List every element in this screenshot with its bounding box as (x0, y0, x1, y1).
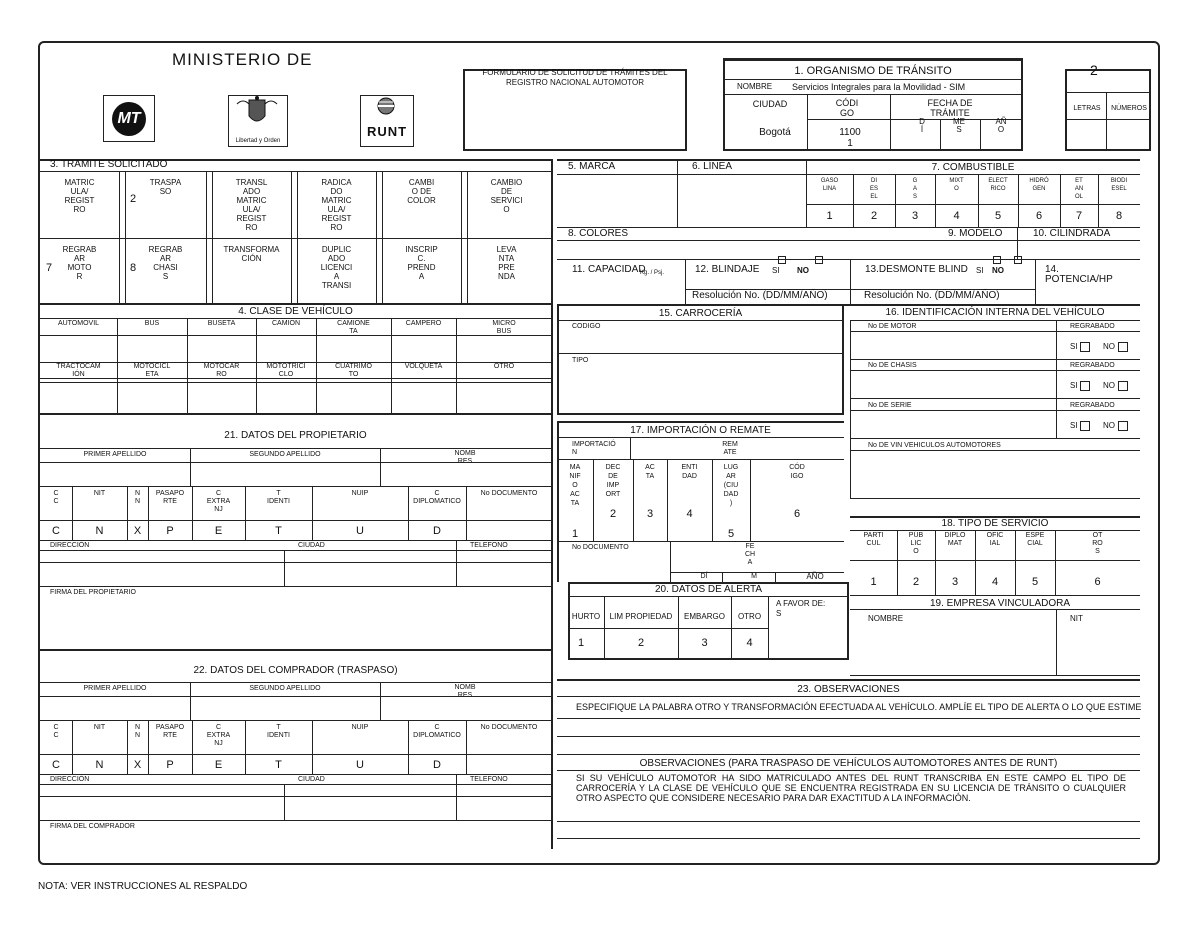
divider (206, 171, 207, 303)
divider (212, 171, 213, 303)
ciudad-value[interactable]: Bogotá (759, 127, 791, 138)
divider (850, 438, 1140, 439)
doc-type-label: C DIPLOMATICO (413, 724, 461, 739)
divider (38, 550, 553, 551)
divider (38, 562, 553, 563)
divider (117, 335, 118, 362)
divider (775, 572, 776, 582)
clase-option[interactable]: MOTOCAR RO (203, 363, 240, 378)
blindaje-no-checkbox[interactable] (815, 256, 823, 264)
modelo-label: 9. MODELO (948, 228, 1003, 239)
fuel-number: 6 (1035, 210, 1043, 222)
doc-type-code[interactable]: D (433, 525, 441, 537)
organismo-title: 1. ORGANISMO DE TRÁNSITO (794, 65, 952, 77)
primer-apellido-label: PRIMER APELLIDO (83, 685, 147, 692)
divider (568, 628, 768, 629)
divider (456, 774, 457, 820)
clase-option[interactable]: CAMIONE TA (337, 320, 370, 335)
tramite-num: 7 (45, 262, 53, 274)
fuel-option[interactable]: BIODI ESEL (1110, 178, 1128, 192)
doc-type-label: PASAPO RTE (155, 724, 185, 739)
fuel-number: 3 (911, 210, 919, 222)
import-col-label: LUG AR (CIU DAD ) (723, 464, 739, 507)
alerta-option[interactable]: HURTO (571, 612, 601, 621)
marca-label: 5. MARCA (568, 161, 616, 172)
import-col-label: AC TA (645, 464, 655, 480)
ministry-title: MINISTERIO DE (172, 50, 313, 69)
fuel-option[interactable]: G A S (912, 178, 918, 200)
runt-logo (360, 95, 414, 147)
doc-type-label: NIT (93, 724, 106, 731)
service-type-label[interactable]: DIPLO MAT (944, 532, 966, 547)
import-col-num: 4 (686, 508, 693, 520)
divider (284, 550, 285, 586)
clase-option[interactable]: BUSETA (207, 320, 236, 327)
importacion-label: IMPORTACIÓ N (572, 441, 616, 456)
alerta-num: 2 (637, 637, 645, 649)
placa-number: 2 (1090, 62, 1098, 78)
fuel-option[interactable]: DI ES EL (869, 178, 878, 200)
mt-logo-text: MT (112, 102, 146, 136)
id-motor-label: No DE MOTOR (868, 323, 917, 330)
s22-title: 22. DATOS DEL COMPRADOR (TRASPASO) (193, 665, 398, 676)
capacidad-label: 11. CAPACIDAD (572, 264, 646, 275)
clase-option[interactable]: MOTOTRICI CLO (266, 363, 306, 378)
doc-type-code[interactable]: C (52, 525, 60, 537)
s23-title: 23. OBSERVACIONES (797, 684, 900, 695)
tramite-num: 8 (129, 262, 137, 274)
blindaje-si-checkbox[interactable] (778, 256, 786, 264)
clase-option[interactable]: BUS (144, 320, 160, 327)
import-col-label: CÓD IGO (789, 464, 805, 480)
service-type-num: 2 (912, 576, 920, 588)
regrabado-si: SI (1070, 421, 1078, 430)
doc-type-code[interactable]: N (95, 525, 104, 537)
nota: NOTA: VER INSTRUCCIONES AL RESPALDO (38, 881, 248, 892)
divider (461, 171, 462, 303)
divider (670, 541, 671, 582)
divider (391, 378, 392, 413)
clase-option[interactable]: CAMPERO (405, 320, 442, 327)
regrabado-label: REGRABADO (1070, 402, 1115, 409)
form-title: FORMULARIO DE SOLICITUD DE TRÁMITES DEL REGISTRO NACIONAL AUTOMOTOR (482, 68, 668, 87)
desmonte-label: 13.DESMONTE BLIND (865, 264, 968, 275)
divider (850, 331, 1140, 332)
divider (38, 362, 553, 363)
mes-label: ME S (953, 117, 965, 134)
divider (38, 784, 553, 785)
divider (316, 378, 317, 413)
divider (850, 359, 1140, 360)
import-col-num: 6 (793, 508, 801, 520)
telefono-label: TELEFONO (470, 776, 508, 783)
desmonte-no-checkbox[interactable] (1014, 256, 1022, 264)
divider (850, 595, 1140, 596)
tramite-option[interactable]: CAMBI O DE COLOR (407, 178, 436, 205)
doc-type-code[interactable]: T (275, 525, 282, 537)
combustible-title: 7. COMBUSTIBLE (931, 162, 1015, 173)
regrabado-si-checkbox[interactable] (1080, 421, 1090, 431)
desmonte-si: SI (976, 266, 984, 275)
divider (284, 784, 285, 820)
divider (316, 335, 317, 362)
doc-type-label: T IDENTI (267, 724, 290, 739)
divider (38, 682, 553, 683)
divider (467, 171, 468, 303)
regrabado-no: NO (1103, 421, 1115, 430)
vin-label: No DE VIN VEHICULOS AUTOMOTORES (868, 442, 1001, 449)
s16-title: 16. IDENTIFICACIÓN INTERNA DEL VEHÍCULO (885, 307, 1105, 318)
s20-title: 20. DATOS DE ALERTA (654, 584, 763, 595)
id-serie-label: No DE SERIE (868, 402, 912, 409)
divider (557, 541, 844, 542)
doc-type-code[interactable]: T (275, 759, 282, 771)
s19-title: 19. EMPRESA VINCULADORA (929, 598, 1071, 609)
desmonte-resolucion: Resolución No. (DD/MM/AÑO) (864, 290, 1000, 301)
service-type-label[interactable]: ESPE CIAL (1025, 532, 1045, 547)
doc-type-code[interactable]: X (133, 759, 142, 771)
tramite-option[interactable]: TRASPA SO (149, 178, 182, 196)
doc-type-code[interactable]: D (433, 759, 441, 771)
import-col-label: ENTI DAD (681, 464, 698, 480)
carroceria-title: 15. CARROCERÍA (658, 308, 743, 319)
fuel-number: 8 (1115, 210, 1123, 222)
service-type-num: 5 (1031, 576, 1039, 588)
ano-label: AÑ O (995, 117, 1007, 134)
alerta-option[interactable]: EMBARGO (684, 612, 725, 621)
import-fecha-label: FE CH A (744, 543, 756, 566)
s19-nit: NIT (1070, 614, 1083, 623)
firma-label: FIRMA DEL COMPRADOR (50, 823, 135, 830)
doc-type-label: N N (134, 490, 141, 505)
service-type-label[interactable]: PÚB LIC O (908, 532, 924, 555)
divider (38, 448, 553, 449)
direccion-label: DIRECCIÓN (50, 776, 90, 783)
desmonte-no: NO (992, 266, 1004, 275)
segundo-apellido-label: SEGUNDO APELLIDO (249, 451, 321, 458)
doc-type-code[interactable]: N (95, 759, 104, 771)
doc-type-label: NUIP (351, 724, 369, 731)
regrabado-si-checkbox[interactable] (1080, 381, 1090, 391)
doc-type-label: NUIP (351, 490, 369, 497)
divider (850, 450, 1140, 451)
doc-type-code[interactable]: U (356, 525, 364, 537)
regrabado-no-checkbox[interactable] (1118, 421, 1128, 431)
doc-type-code[interactable]: E (214, 525, 223, 537)
fuel-option[interactable]: HIDRÓ GEN (1029, 178, 1049, 192)
s19-nombre: NOMBRE (868, 614, 904, 623)
codigo-value[interactable]: 1100 1 (839, 127, 861, 149)
regrabado-no-checkbox[interactable] (1118, 342, 1128, 352)
service-type-num: 1 (870, 576, 877, 588)
coat-of-arms-logo (228, 95, 288, 147)
tramite-option[interactable]: MATRIC ULA/ REGIST RO (64, 178, 95, 214)
alerta-option[interactable]: OTRO (737, 612, 762, 621)
divider (456, 335, 457, 362)
fuel-option[interactable]: ELECT RICO (988, 178, 1008, 192)
numeros-label: NÚMEROS (1111, 105, 1147, 112)
blindaje-no: NO (797, 266, 809, 275)
clase-option[interactable]: MOTOCICL ETA (133, 363, 171, 378)
codigo-label: CÓDI GO (835, 98, 859, 118)
doc-type-code[interactable]: P (166, 759, 174, 771)
cilindrada-label: 10. CILINDRADA (1033, 228, 1111, 239)
tramite-num: 2 (129, 193, 137, 205)
mt-logo (103, 95, 155, 142)
import-col-num: 3 (646, 508, 654, 520)
fuel-number: 7 (1075, 210, 1083, 222)
carroceria-codigo: CODIGO (572, 323, 601, 330)
alerta-num: 3 (701, 637, 708, 649)
divider (256, 335, 257, 362)
ciudad-label: CIUDAD (298, 542, 325, 549)
alerta-num: 4 (746, 637, 753, 649)
blindaje-si: SI (772, 266, 780, 275)
direccion-label: DIRECCIÓN (50, 542, 90, 549)
blindaje-label: 12. BLINDAJE (695, 264, 760, 275)
divider (557, 437, 844, 438)
dia-label: D Í (919, 117, 925, 134)
service-type-label[interactable]: OFIC IAL (986, 532, 1004, 547)
doc-type-label: C DIPLOMATICO (413, 490, 461, 505)
doc-type-code[interactable]: C (52, 759, 60, 771)
divider (187, 378, 188, 413)
import-col-label: MA NIF O AC TA (569, 464, 581, 507)
divider (850, 410, 1140, 411)
regrabado-si-checkbox[interactable] (1080, 342, 1090, 352)
import-ano: AÑO (806, 572, 824, 581)
clase-option[interactable]: CUATRIMO TO (335, 363, 372, 378)
divider (38, 820, 553, 821)
regrabado-no-checkbox[interactable] (1118, 381, 1128, 391)
divider (1056, 359, 1057, 399)
doc-type-label: N N (134, 724, 141, 739)
doc-type-label: PASAPO RTE (155, 490, 185, 505)
fuel-number: 5 (994, 210, 1002, 222)
divider (850, 530, 1140, 531)
regrabado-label: REGRABADO (1070, 362, 1115, 369)
divider (1056, 320, 1057, 360)
divider (117, 378, 118, 413)
divider (119, 171, 120, 303)
telefono-label: TELEFONO (470, 542, 508, 549)
tramite-option[interactable]: TRANSL ADO MATRIC ULA/ REGIST RO (235, 178, 268, 232)
nombres-label: NOMB (454, 684, 476, 691)
divider (38, 586, 553, 587)
divider (456, 378, 457, 413)
divider (38, 462, 553, 463)
tramite-option[interactable]: TRANSFORMA CIÓN (223, 245, 280, 263)
ciudad-label: CIUDAD (298, 776, 325, 783)
primer-apellido-label: PRIMER APELLIDO (83, 451, 147, 458)
capacidad-unit: Kg. / Psj. (640, 270, 665, 276)
s23-text: ESPECIFIQUE LA PALABRA OTRO Y TRANSFORMACIÓN EFECTUADA AL VEHÍCULO. AMPLÍE EL TIPO DE ALERTA O LO QUE ESTIME (576, 702, 1142, 712)
divider (38, 486, 553, 487)
tramite-option[interactable]: CAMBIO DE SERVICI O (490, 178, 523, 214)
import-mes: M (751, 573, 757, 580)
tramite-option[interactable]: INSCRIP C. PREND A (405, 245, 438, 281)
service-type-num: 4 (991, 576, 999, 588)
divider (291, 171, 292, 303)
divider (722, 572, 723, 582)
divider (1056, 399, 1057, 439)
s21-title: 21. DATOS DEL PROPIETARIO (224, 430, 367, 441)
divider (391, 335, 392, 362)
doc-type-code[interactable]: X (133, 525, 142, 537)
regrabado-no: NO (1103, 381, 1115, 390)
fecha-label: FECHA DE TRÁMITE (927, 98, 973, 118)
desmonte-si-checkbox[interactable] (993, 256, 1001, 264)
divider (850, 398, 1140, 399)
divider (38, 796, 553, 797)
doc-type-code[interactable]: U (356, 759, 364, 771)
id-chasis-label: No DE CHASIS (868, 362, 917, 369)
service-type-num: 3 (951, 576, 959, 588)
doc-type-code[interactable]: E (214, 759, 223, 771)
divider (850, 560, 1140, 561)
divider (630, 437, 631, 459)
potencia-label: 14. POTENCIA/HP (1045, 264, 1113, 285)
divider (38, 520, 553, 521)
fuel-option[interactable]: MIXT O (949, 178, 964, 192)
regrabado-si: SI (1070, 381, 1078, 390)
doc-type-label: C C (53, 724, 59, 739)
divider (187, 335, 188, 362)
coat-caption: Libertad y Orden (235, 138, 281, 144)
clase-option[interactable]: AUTOMOVIL (57, 320, 100, 327)
s23-title2: OBSERVACIONES (PARA TRASPASO DE VEHÍCULOS AUTOMOTORES ANTES DE RUNT) (639, 758, 1058, 769)
clase-option[interactable]: VOLQUETA (404, 363, 443, 370)
service-type-label[interactable]: OT RO S (1092, 532, 1103, 555)
import-col-num: 5 (727, 528, 735, 540)
s17-title: 17. IMPORTACIÓN O REMATE (630, 425, 771, 436)
divider (376, 171, 377, 303)
fuel-number: 1 (826, 210, 833, 222)
colores-label: 8. COLORES (568, 228, 629, 239)
blindaje-resolucion: Resolución No. (DD/MM/AÑO) (692, 290, 828, 301)
divider (38, 335, 553, 336)
import-col-num: 2 (609, 508, 617, 520)
doc-type-label: No DOCUMENTO (480, 490, 538, 497)
regrabado-si: SI (1070, 342, 1078, 351)
divider (297, 171, 298, 303)
remate-label: REM ATE (722, 441, 738, 456)
fuel-number: 2 (870, 210, 878, 222)
regrabado-label: REGRABADO (1070, 323, 1115, 330)
clase-option[interactable]: CAMION (272, 320, 300, 327)
divider (382, 171, 383, 303)
divider (380, 682, 381, 720)
divider (557, 459, 844, 460)
regrabado-no: NO (1103, 342, 1115, 351)
carroceria-tipo: TIPO (572, 357, 589, 364)
fuel-option[interactable]: ET AN OL (1074, 178, 1084, 200)
divider (38, 382, 553, 383)
doc-type-label: NIT (93, 490, 106, 497)
divider (38, 696, 553, 697)
nombres-label: NOMB (454, 450, 476, 457)
runt-emblem-icon (361, 96, 411, 124)
fuel-option[interactable]: GASO LINA (820, 178, 839, 192)
tramite-option[interactable]: DUPLIC ADO LICENCI A TRANSI (320, 245, 353, 290)
import-doc-label: No DOCUMENTO (572, 544, 629, 551)
divider (125, 171, 126, 303)
ciudad-label: CIUDAD (752, 99, 788, 109)
divider (768, 596, 769, 660)
letras-label: LETRAS (1073, 105, 1101, 112)
alerta-option[interactable]: LIM PROPIEDAD (609, 612, 673, 621)
divider (380, 448, 381, 486)
segundo-apellido-label: SEGUNDO APELLIDO (249, 685, 321, 692)
shield-icon (229, 96, 285, 132)
service-type-num: 6 (1094, 576, 1101, 588)
divider (850, 370, 1140, 371)
alerta-favor-label: A FAVOR DE: S (776, 599, 826, 618)
linea-label: 6. LÍNEA (692, 161, 733, 172)
divider (38, 720, 553, 721)
doc-type-label: C EXTRA NJ (206, 490, 231, 513)
clase-option[interactable]: MICRO BUS (492, 320, 516, 335)
nombre-label: NOMBRE (737, 82, 773, 91)
runt-logo-text: RUNT (366, 124, 408, 139)
doc-type-code[interactable]: P (166, 525, 174, 537)
tramite-option[interactable]: REGRAB AR MOTO R (62, 245, 97, 281)
divider (38, 378, 553, 379)
s3-title: 3. TRAMITE SOLICITADO (50, 159, 168, 170)
firma-label: FIRMA DEL PROPIETARIO (50, 589, 136, 596)
doc-type-label: T IDENTI (267, 490, 290, 505)
divider (456, 540, 457, 586)
s18-title: 18. TIPO DE SERVICIO (941, 518, 1049, 529)
tramite-option[interactable]: REGRAB AR CHASI S (148, 245, 183, 281)
divider (256, 378, 257, 413)
import-col-label: DEC DE IMP ORT (605, 464, 621, 498)
tramite-option[interactable]: RADICA DO MATRIC ULA/ REGIST RO (321, 178, 352, 232)
s23-text2: SI SU VEHÍCULO AUTOMOTOR HA SIDO MATRICULADO ANTES DEL RUNT TRANSCRIBA EN ESTE CAMPO EL TIPO DE CARROCERÍA Y LA CLASE DE VEHÍCULO QUE SE ENCUENTRA REGISTRADA EN SU LICENCIA DE TRÁNSITO O CUALQUIER OTRO ASPECTO QUE CONSIDERE NECESARIO PARA DAR EXACTITUD A LA INFORMACIÓN. (576, 773, 1126, 803)
service-type-label[interactable]: PARTI CUL (863, 532, 884, 547)
nombre-value[interactable]: Servicios Integrales para la Movilidad - SIM (792, 82, 966, 92)
import-dia: DÍ (700, 573, 708, 580)
tramite-option[interactable]: LEVA NTA PRE NDA (496, 245, 517, 281)
doc-type-label: No DOCUMENTO (480, 724, 538, 731)
divider (568, 596, 849, 597)
doc-type-label: C EXTRA NJ (206, 724, 231, 747)
import-col-num: 1 (571, 528, 579, 540)
alerta-num: 1 (577, 637, 585, 649)
clase-option[interactable]: OTRO (493, 363, 515, 370)
divider (38, 754, 553, 755)
s4-title: 4. CLASE DE VEHÍCULO (238, 306, 353, 317)
clase-option[interactable]: TRACTOCAM IÓN (56, 363, 101, 378)
doc-type-label: C C (53, 490, 59, 505)
fuel-number: 4 (953, 210, 960, 222)
